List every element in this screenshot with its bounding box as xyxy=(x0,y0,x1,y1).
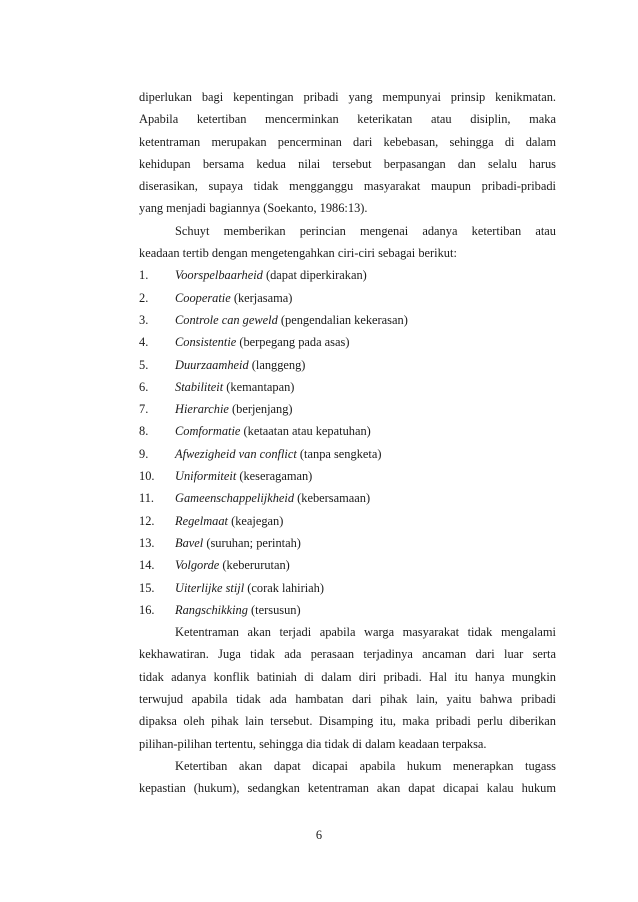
list-item xyxy=(139,465,556,487)
text-line: Ketertiban akan dapat dicapai apabila hukum menerapkan tugass xyxy=(175,758,556,773)
paragraph-3 xyxy=(139,621,556,755)
list-item xyxy=(139,264,556,286)
text-line: ketentraman merupakan pencerminan dari kebebasan, sehingga di dalam xyxy=(139,134,556,149)
text-line: Schuyt memberikan perincian mengenai adanya ketertiban atau xyxy=(175,223,556,238)
list-term: Uiterlijke stijl xyxy=(175,580,245,595)
page-number: 6 xyxy=(315,828,323,842)
list-number: 15. xyxy=(139,580,155,595)
list-item xyxy=(139,577,556,599)
list-description: (tersusun) xyxy=(247,602,301,617)
list-description: (keajegan) xyxy=(228,513,284,528)
list-item xyxy=(139,487,556,509)
text-line: Ketentraman akan terjadi apabila warga masyarakat tidak mengalami xyxy=(175,625,556,640)
list-item xyxy=(139,309,556,331)
list-number: 11. xyxy=(139,491,155,506)
list-term: Voorspelbaarheid xyxy=(175,268,263,283)
list-term: Duurzaamheid xyxy=(175,357,249,372)
text-line: tidak adanya konflik batiniah di dalam diri pribadi. Hal itu hanya mungkin xyxy=(139,669,556,684)
list-description: (keseragaman) xyxy=(236,469,313,484)
list-description: (kebersamaan) xyxy=(294,491,371,506)
list-description: (ketaatan atau kepatuhan) xyxy=(240,424,371,439)
list-item xyxy=(139,443,556,465)
list-description: (berjenjang) xyxy=(228,402,293,417)
text-line: pilihan-pilihan tertentu, sehingga dia tidak di dalam keadaan terpaksa. xyxy=(139,736,487,751)
paragraph-2 xyxy=(139,220,556,265)
list-number: 6. xyxy=(139,379,149,394)
list-description: (berpegang pada asas) xyxy=(236,335,350,350)
list-number: 1. xyxy=(139,268,149,283)
list-term: Bavel xyxy=(175,535,204,550)
text-line: diperlukan bagi kepentingan pribadi yang mempunyai prinsip kenikmatan. xyxy=(139,90,556,104)
list-number: 7. xyxy=(139,402,149,417)
text-line: kepastian (hukum), sedangkan ketentraman akan dapat dicapai kalau hukum xyxy=(139,781,556,796)
list-description: (langgeng) xyxy=(248,357,306,372)
list-description: (kemantapan) xyxy=(223,379,295,394)
text-line: Apabila ketertiban mencerminkan keterikatan atau disiplin, maka xyxy=(139,112,556,127)
list-description: (kerjasama) xyxy=(230,290,293,305)
list-term: Comformatie xyxy=(175,424,241,439)
text-line: dipaksa oleh pihak lain tersebut. Disamping itu, maka pribadi perlu diberikan xyxy=(139,714,556,729)
list-item xyxy=(139,532,556,554)
list-term: Uniformiteit xyxy=(175,469,237,484)
order-characteristics-list xyxy=(139,264,556,621)
list-term: Cooperatie xyxy=(175,290,231,305)
list-item xyxy=(139,554,556,576)
paragraph-1 xyxy=(139,86,556,220)
list-number: 14. xyxy=(139,558,155,573)
list-term: Rangschikking xyxy=(175,602,248,617)
list-number: 5. xyxy=(139,357,149,372)
list-item xyxy=(139,510,556,532)
document-page xyxy=(139,86,556,800)
list-term: Hierarchie xyxy=(175,402,229,417)
text-line: kekhawatiran. Juga tidak ada perasaan terjadinya ancaman dari luar serta xyxy=(139,647,556,662)
list-description: (keberurutan) xyxy=(219,558,290,573)
list-number: 4. xyxy=(139,335,149,350)
list-number: 13. xyxy=(139,535,155,550)
list-description: (tanpa sengketa) xyxy=(296,446,382,461)
list-number: 12. xyxy=(139,513,155,528)
list-number: 2. xyxy=(139,290,149,305)
text-line: terwujud apabila tidak ada hambatan dari pihak lain, yaitu bahwa pribadi xyxy=(139,692,556,707)
list-number: 10. xyxy=(139,469,155,484)
text-line: yang menjadi bagiannya (Soekanto, 1986:13). xyxy=(139,201,368,216)
list-term: Afwezigheid van conflict xyxy=(175,446,297,461)
list-term: Controle can geweld xyxy=(175,312,278,327)
text-line: kehidupan bersama kedua nilai tersebut berpasangan dan selalu harus xyxy=(139,156,556,171)
list-number: 16. xyxy=(139,602,155,617)
list-item xyxy=(139,331,556,353)
list-item xyxy=(139,354,556,376)
list-number: 3. xyxy=(139,312,149,327)
list-term: Regelmaat xyxy=(175,513,228,528)
list-number: 8. xyxy=(139,424,149,439)
list-item xyxy=(139,398,556,420)
paragraph-4 xyxy=(139,755,556,800)
list-description: (corak lahiriah) xyxy=(244,580,324,595)
list-description: (dapat diperkirakan) xyxy=(262,268,367,283)
text-line: diserasikan, supaya tidak mengganggu masyarakat maupun pribadi-pribadi xyxy=(139,179,556,194)
list-term: Consistentie xyxy=(175,335,237,350)
list-item xyxy=(139,376,556,398)
list-item xyxy=(139,287,556,309)
list-term: Gameenschappelijkheid xyxy=(175,491,295,506)
list-item xyxy=(139,599,556,621)
list-description: (suruhan; perintah) xyxy=(203,535,301,550)
list-term: Volgorde xyxy=(175,558,220,573)
list-term: Stabiliteit xyxy=(175,379,224,394)
list-item xyxy=(139,420,556,442)
list-number: 9. xyxy=(139,446,149,461)
list-description: (pengendalian kekerasan) xyxy=(277,312,408,327)
text-line: keadaan tertib dengan mengetengahkan ciri-ciri sebagai berikut: xyxy=(139,246,457,261)
